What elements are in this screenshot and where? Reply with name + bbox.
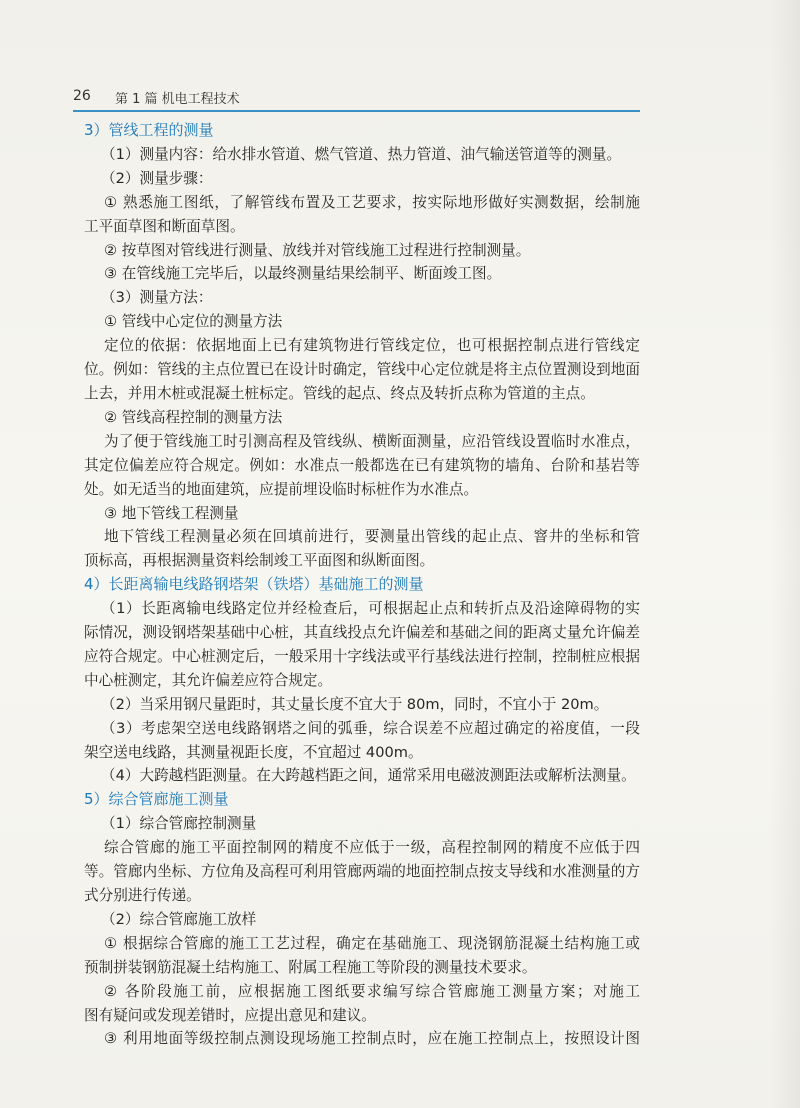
text-line: 综合管廊的施工平面控制网的精度不应低于一级，高程控制网的精度不应低于四 [104,839,640,857]
text-line: （1）长距离输电线路定位并经检查后，可根据起止点和转折点及沿途障碍物的实 [101,600,640,618]
text-line: 定位的依据：依据地面上已有建筑物进行管线定位，也可根据控制点进行管线定 [104,337,640,355]
text-line: 预制拼装钢筋混凝土结构施工、附属工程施工等阶段的测量技术要求。 [84,958,537,976]
text-line: 图有疑问或发现差错时，应提出意见和建议。 [84,1006,376,1024]
text-line: 等。管廊内坐标、方位角及高程可利用管廊两端的地面控制点按支导线和水准测量的方 [84,863,640,881]
text-line: 式分别进行传递。 [84,887,201,904]
text-line: （4）大跨越档距测量。在大跨越档距之间，通常采用电磁波测距法或解析法测量。 [101,767,636,785]
text-line: ① 管线中心定位的测量方法 [104,313,283,331]
text-line: （1）测量内容：给水排水管道、燃气管道、热力管道、油气输送管道等的测量。 [101,145,622,163]
text-line: ③ 在管线施工完毕后，以最终测量结果绘制平、断面竣工图。 [104,265,502,283]
text-line: 架空送电线路，其测量视距长度，不宜超过 400m。 [84,743,423,761]
header-rule [73,110,640,112]
text-line: 为了便于管线施工时引测高程及管线纵、横断面测量，应沿管线设置临时水准点， [104,432,640,450]
text-line: 地下管线工程测量必须在回填前进行，要测量出管线的起止点、窨井的坐标和管 [104,528,640,546]
text-line: （3）考虑架空送电线路钢塔之间的弧垂，综合误差不应超过确定的裕度值，一段 [101,719,640,737]
text-line: ② 管线高程控制的测量方法 [104,408,283,426]
text-line: ① 熟悉施工图纸，了解管线布置及工艺要求，按实际地形做好实测数据，绘制施 [104,193,640,211]
text-line: 上去，并用木桩或混凝土桩标定。管线的起点、终点及转折点称为管道的主点。 [84,384,595,402]
section-heading: 3）管线工程的测量 [84,121,214,139]
page-edge-shadow [770,0,800,1108]
text-line: ③ 利用地面等级控制点测设现场施工控制点时，应在施工控制点上，按照设计图 [104,1030,640,1048]
text-line: （1）综合管廊控制测量 [101,815,257,833]
chapter-title: 第 1 篇 机电工程技术 [115,92,240,107]
text-line: 工平面草图和断面草图。 [84,217,245,235]
text-line: 其定位偏差应符合规定。例如：水准点一般都选在已有建筑物的墙角、台阶和基岩等 [84,456,640,474]
text-line: ① 根据综合管廊的施工工艺过程，确定在基础施工、现浇钢筋混凝土结构施工或 [104,934,640,952]
text-line: （2）综合管廊施工放样 [101,910,257,928]
page-number: 26 [73,88,91,104]
text-line: 应符合规定。中心桩测定后，一般采用十字线法或平行基线法进行控制，控制桩应根据 [84,647,640,665]
text-line: ② 各阶段施工前，应根据施工图纸要求编写综合管廊施工测量方案；对施工 [104,982,640,1000]
text-line: 位。例如：管线的主点位置已在设计时确定，管线中心定位就是将主点位置测设到地面 [84,361,640,379]
running-header [73,86,635,110]
text-line: ② 按草图对管线进行测量、放线并对管线施工过程进行控制测量。 [104,241,531,259]
text-line: ③ 地下管线工程测量 [104,504,239,522]
text-line: （3）测量方法： [101,289,213,307]
section-heading: 5）综合管廊施工测量 [84,790,229,809]
text-line: 处。如无适当的地面建筑，应提前埋设临时标桩作为水准点。 [84,480,479,498]
text-line: 顶标高，再根据测量资料绘制竣工平面图和纵断面图。 [84,552,435,570]
body-text [84,119,640,1051]
text-line: （2）测量步骤： [101,169,213,187]
text-line: （2）当采用钢尺量距时，其丈量长度不宜大于 80m，同时，不宜小于 20m。 [101,695,609,713]
section-heading: 4）长距离输电线路钢塔架（铁塔）基础施工的测量 [84,575,424,594]
text-line: 际情况，测设钢塔架基础中心桩，其直线投点允许偏差和基础之间的距离丈量允许偏差 [84,624,640,642]
text-line: 中心桩测定，其允许偏差应符合规定。 [84,671,333,689]
